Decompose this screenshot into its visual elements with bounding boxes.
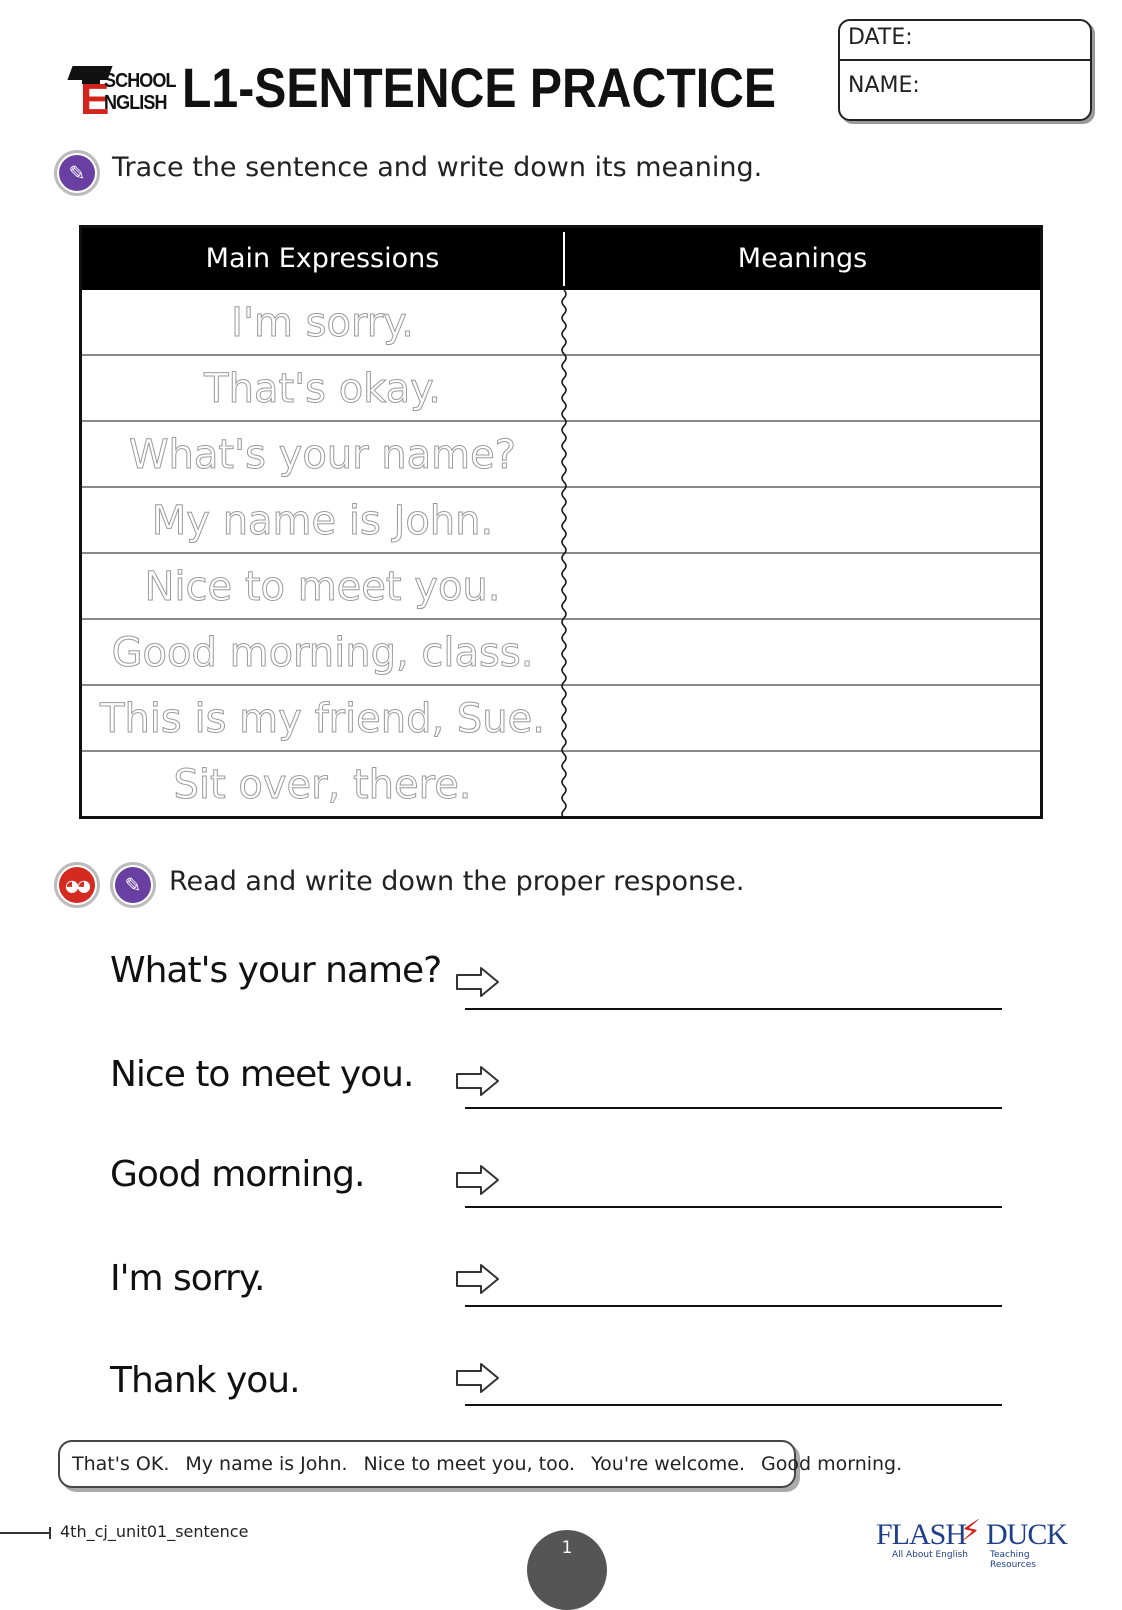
footer-rule — [0, 1532, 50, 1534]
meaning-cell[interactable] — [566, 554, 1036, 618]
meaning-cell[interactable] — [566, 356, 1036, 420]
arrow-icon — [455, 1064, 501, 1098]
date-row[interactable] — [840, 21, 1090, 61]
answer-line-5[interactable] — [465, 1404, 1002, 1406]
question-4: I'm sorry. — [110, 1258, 265, 1299]
trace-expression: That's okay. — [204, 366, 441, 412]
trace-expression: Sit over, there. — [173, 762, 472, 808]
logo-text-nglish: NGLISH — [104, 92, 167, 114]
wavy-divider — [552, 290, 576, 816]
answer-line-4[interactable] — [465, 1305, 1002, 1307]
meaning-cell[interactable] — [566, 422, 1036, 486]
school-english-logo — [70, 64, 176, 124]
trace-expression: This is my friend, Sue. — [100, 696, 545, 742]
file-code: 4th_cj_unit01_sentence — [60, 1522, 249, 1541]
answer-option: You're welcome. — [591, 1453, 746, 1475]
trace-expression: What's your name? — [129, 432, 516, 478]
logo-e-letter: E — [80, 75, 110, 124]
question-3: Good morning. — [110, 1154, 365, 1195]
answer-option: Nice to meet you, too. — [363, 1453, 576, 1475]
question-5: Thank you. — [110, 1360, 300, 1401]
arrow-icon — [455, 1262, 501, 1296]
arrow-icon — [455, 965, 501, 999]
trace-expression: I'm sorry. — [231, 300, 414, 346]
eyes-icon: ◕◕ — [54, 862, 100, 908]
trace-expression: My name is John. — [151, 498, 494, 544]
answer-option: That's OK. — [72, 1453, 170, 1475]
section1-instruction: Trace the sentence and write down its meaning. — [112, 152, 763, 183]
date-label: DATE: — [848, 25, 913, 50]
header-main-expressions: Main Expressions — [205, 243, 440, 274]
brand-sub-right: Teaching Resources — [990, 1550, 1036, 1570]
answer-line-3[interactable] — [465, 1206, 1002, 1208]
answer-option: Good morning. — [761, 1453, 903, 1475]
brand-flash: FLASH — [876, 1518, 967, 1551]
flashduck-logo — [876, 1514, 1076, 1570]
meaning-cell[interactable] — [566, 752, 1036, 816]
arrow-icon — [455, 1361, 501, 1395]
date-name-box — [838, 19, 1092, 121]
meaning-cell[interactable] — [566, 488, 1036, 552]
brand-duck: DUCK — [986, 1518, 1068, 1551]
arrow-icon — [455, 1163, 501, 1197]
meaning-cell[interactable] — [566, 686, 1036, 750]
name-label: NAME: — [848, 73, 920, 98]
meaning-cell[interactable] — [566, 620, 1036, 684]
question-2: Nice to meet you. — [110, 1054, 414, 1095]
pencil-icon: ✎ — [110, 862, 156, 908]
section2-instruction: Read and write down the proper response. — [169, 866, 745, 897]
question-1: What's your name? — [110, 950, 442, 991]
page-title: L1-SENTENCE PRACTICE — [182, 56, 777, 119]
trace-expression: Good morning, class. — [111, 630, 534, 676]
trace-expression: Nice to meet you. — [144, 564, 501, 610]
answer-line-1[interactable] — [465, 1008, 1002, 1010]
lightning-icon: ⚡ — [960, 1514, 982, 1549]
expressions-table — [79, 225, 1043, 819]
answer-line-2[interactable] — [465, 1107, 1002, 1109]
header-meanings: Meanings — [737, 243, 868, 274]
brand-sub-left: All About English — [892, 1550, 968, 1560]
answer-option: My name is John. — [185, 1453, 348, 1475]
logo-text-school: SCHOOL — [104, 70, 176, 92]
answer-bank — [58, 1440, 903, 1488]
table-header — [82, 228, 1040, 290]
meaning-cell[interactable] — [566, 290, 1036, 354]
pencil-icon: ✎ — [54, 150, 100, 196]
page-number: 1 — [527, 1530, 607, 1610]
